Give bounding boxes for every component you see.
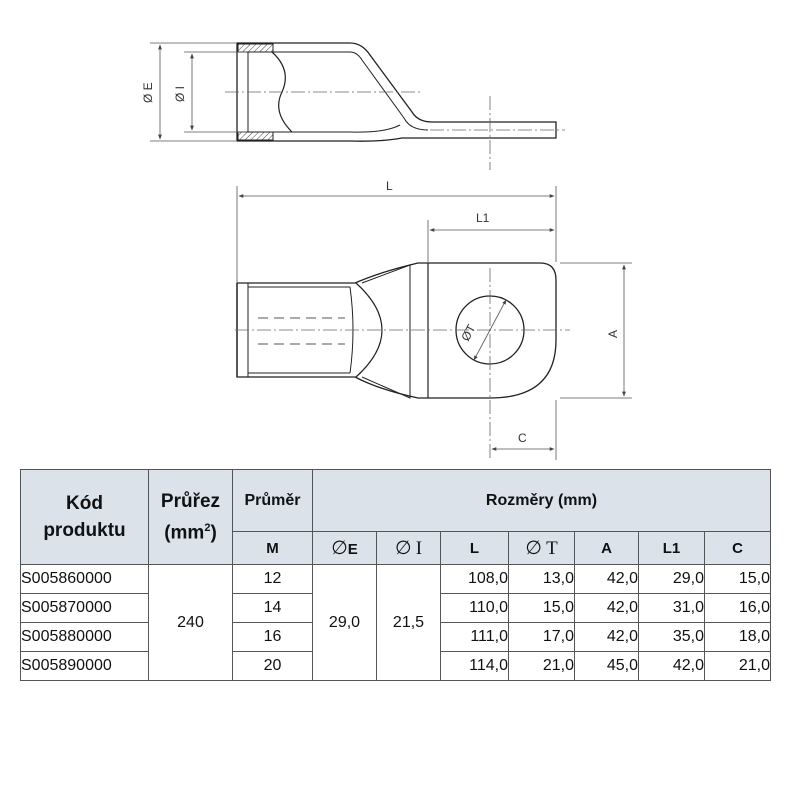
cell-code: S005860000 xyxy=(21,565,149,594)
cell-l: 111,0 xyxy=(441,623,509,652)
cell-l1: 35,0 xyxy=(639,623,705,652)
cell-c: 16,0 xyxy=(705,594,771,623)
cell-code: S005880000 xyxy=(21,623,149,652)
header-cross-section: Průřez $(mm^2)$ xyxy=(149,470,233,565)
cell-c: 18,0 xyxy=(705,623,771,652)
cell-m: 12 xyxy=(233,565,313,594)
header-dimensions: Rozměry (mm) xyxy=(313,470,771,532)
header-m: M xyxy=(233,532,313,565)
header-e: ∅E xyxy=(313,532,377,565)
cell-e: 29,0 xyxy=(313,565,377,681)
cell-a: 42,0 xyxy=(575,623,639,652)
label-c: C xyxy=(518,431,527,445)
header-l1: L1 xyxy=(639,532,705,565)
cell-l: 108,0 xyxy=(441,565,509,594)
side-view xyxy=(225,43,565,170)
cell-l: 110,0 xyxy=(441,594,509,623)
cell-a: 42,0 xyxy=(575,594,639,623)
cell-code: S005870000 xyxy=(21,594,149,623)
header-a: A xyxy=(575,532,639,565)
label-l: L xyxy=(386,179,393,193)
table-row xyxy=(21,565,771,594)
cell-i: 21,5 xyxy=(377,565,441,681)
header-t: ∅ T xyxy=(509,532,575,565)
header-i: ∅ I xyxy=(377,532,441,565)
header-diameter: Průměr xyxy=(233,470,313,532)
cell-m: 14 xyxy=(233,594,313,623)
header-product-code: Kód produktu xyxy=(21,470,149,565)
cell-l1: 29,0 xyxy=(639,565,705,594)
cell-m: 16 xyxy=(233,623,313,652)
cell-t: 21,0 xyxy=(509,652,575,681)
cell-m: 20 xyxy=(233,652,313,681)
cell-a: 45,0 xyxy=(575,652,639,681)
cell-t: 15,0 xyxy=(509,594,575,623)
cell-section: 240 xyxy=(149,565,233,681)
label-a: A xyxy=(606,329,620,338)
label-t: ØT xyxy=(458,322,479,344)
specification-table xyxy=(20,469,771,681)
label-l1: L1 xyxy=(476,211,490,225)
cell-code: S005890000 xyxy=(21,652,149,681)
header-l: L xyxy=(441,532,509,565)
cell-t: 17,0 xyxy=(509,623,575,652)
cell-l1: 42,0 xyxy=(639,652,705,681)
label-i: Ø I xyxy=(173,85,187,102)
cell-c: 15,0 xyxy=(705,565,771,594)
cell-c: 21,0 xyxy=(705,652,771,681)
cell-l: 114,0 xyxy=(441,652,509,681)
cell-l1: 31,0 xyxy=(639,594,705,623)
cell-t: 13,0 xyxy=(509,565,575,594)
label-e: Ø E xyxy=(141,82,155,103)
header-c: C xyxy=(705,532,771,565)
dimension-l xyxy=(237,186,632,460)
cell-a: 42,0 xyxy=(575,565,639,594)
